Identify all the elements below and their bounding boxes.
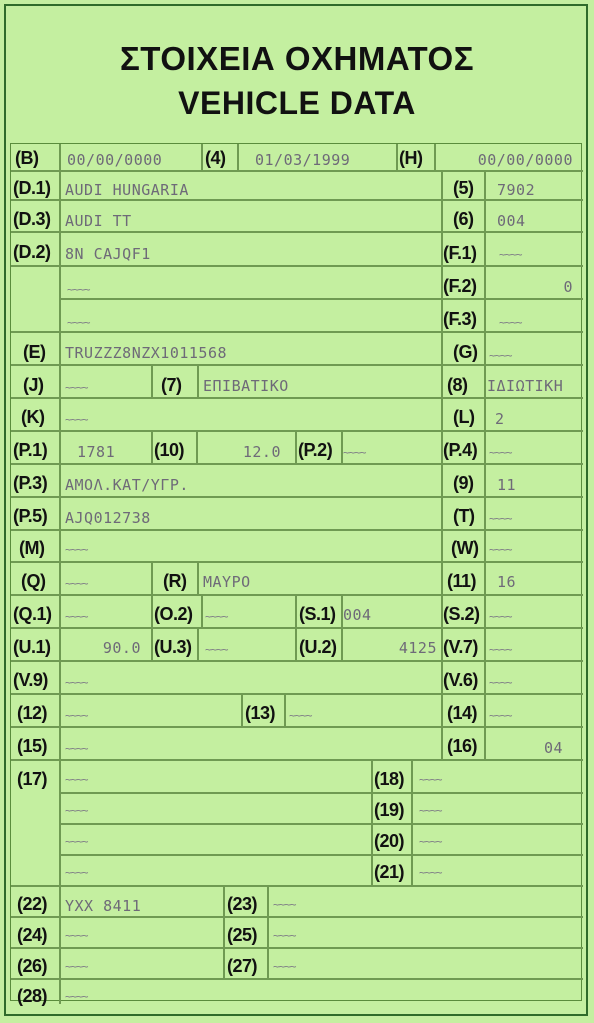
grid-rule <box>59 854 583 856</box>
grid-rule <box>59 298 583 300</box>
field-label-b: (B) <box>15 148 39 168</box>
field-label-f1: (F.1) <box>443 243 477 263</box>
field-label-f16: (16) <box>447 736 478 756</box>
field-value-p1: 1781 <box>77 443 116 461</box>
grid-rule <box>59 463 61 496</box>
grid-rule <box>197 561 199 594</box>
empty-value-mark: ~~~~ <box>499 248 522 261</box>
grid-rule <box>434 144 436 170</box>
empty-value-mark: ~~~~ <box>489 446 512 459</box>
field-value-p5: AJQ012738 <box>65 509 151 527</box>
grid-rule <box>484 199 486 231</box>
field-label-f8: (8) <box>447 375 468 395</box>
field-label-f14: (14) <box>447 703 478 723</box>
grid-rule <box>151 627 153 660</box>
field-label-p4: (P.4) <box>443 440 478 460</box>
grid-rule <box>11 885 583 887</box>
field-label-m: (M) <box>19 538 45 558</box>
grid-rule <box>59 496 61 529</box>
grid-rule <box>484 594 486 627</box>
field-label-f23: (23) <box>227 894 258 914</box>
grid-rule <box>59 364 61 397</box>
field-value-f22: YXX 8411 <box>65 897 142 915</box>
grid-rule <box>11 265 583 267</box>
field-label-v6: (V.6) <box>443 670 478 690</box>
field-label-f15: (15) <box>17 736 48 756</box>
empty-value-mark: ~~~~ <box>273 898 296 911</box>
grid-rule <box>11 561 583 563</box>
empty-value-mark: ~~~~ <box>343 446 366 459</box>
field-label-f27: (27) <box>227 956 258 976</box>
empty-value-mark: ~~~~ <box>65 381 88 394</box>
field-label-u1: (U.1) <box>13 637 51 657</box>
grid-rule <box>484 298 486 331</box>
grid-rule <box>59 792 583 794</box>
field-label-f25: (25) <box>227 925 258 945</box>
field-label-d1: (D.1) <box>13 178 51 198</box>
empty-value-mark: ~~~~ <box>65 960 88 973</box>
empty-value-mark: ~~~~ <box>65 742 88 755</box>
field-value-s1: 004 <box>343 606 372 624</box>
grid-rule <box>441 496 443 529</box>
field-label-p1: (P.1) <box>13 440 48 460</box>
empty-value-mark: ~~~~ <box>489 349 512 362</box>
field-label-r: (R) <box>163 571 187 591</box>
field-label-o2: (O.2) <box>154 604 193 624</box>
empty-value-mark: ~~~~ <box>65 866 88 879</box>
grid-rule <box>11 978 583 980</box>
grid-rule <box>59 331 583 333</box>
empty-value-mark: ~~~~ <box>65 543 88 556</box>
grid-rule <box>267 947 269 978</box>
grid-rule <box>441 170 443 199</box>
field-label-l: (L) <box>453 407 475 427</box>
field-label-u3: (U.3) <box>154 637 192 657</box>
empty-value-mark: ~~~~ <box>489 543 512 556</box>
grid-rule <box>11 170 583 172</box>
field-label-w: (W) <box>451 538 479 558</box>
grid-rule <box>223 947 225 978</box>
grid-rule <box>11 916 583 918</box>
field-label-u2: (U.2) <box>299 637 337 657</box>
grid-rule <box>484 561 486 594</box>
field-label-f22: (22) <box>17 894 48 914</box>
grid-rule <box>59 529 61 561</box>
field-label-f12: (12) <box>17 703 48 723</box>
empty-value-mark: ~~~~ <box>489 643 512 656</box>
grid-rule <box>484 397 486 430</box>
field-label-f6: (6) <box>453 209 474 229</box>
field-value-f2: 0 <box>563 278 573 296</box>
field-label-f4: (4) <box>205 148 226 168</box>
empty-value-mark: ~~~~ <box>419 773 442 786</box>
grid-rule <box>59 660 61 693</box>
field-label-v9: (V.9) <box>13 670 48 690</box>
grid-rule <box>197 627 199 660</box>
field-label-q1: (Q.1) <box>13 604 52 624</box>
empty-value-mark: ~~~~ <box>65 835 88 848</box>
field-value-f6: 004 <box>497 212 526 230</box>
field-label-f18: (18) <box>374 769 405 789</box>
title-greek: ΣΤΟΙΧΕΙΑ ΟΧΗΜΑΤΟΣ <box>119 40 475 77</box>
field-label-f20: (20) <box>374 831 405 851</box>
grid-rule <box>441 199 443 231</box>
field-label-f5: (5) <box>453 178 474 198</box>
field-label-f17: (17) <box>17 769 48 789</box>
grid-rule <box>11 463 583 465</box>
field-label-j: (J) <box>23 375 44 395</box>
data-grid <box>10 143 582 1006</box>
grid-rule <box>484 693 486 726</box>
grid-rule <box>441 693 443 726</box>
grid-rule <box>341 627 343 660</box>
empty-value-mark: ~~~~ <box>65 709 88 722</box>
field-label-t: (T) <box>453 506 475 526</box>
field-label-f3: (F.3) <box>443 309 477 329</box>
grid-rule <box>59 947 61 978</box>
grid-rule <box>11 660 583 662</box>
grid-rule <box>284 693 286 726</box>
empty-value-mark: ~~~~ <box>419 804 442 817</box>
grid-rule <box>441 397 443 430</box>
grid-rule <box>223 916 225 947</box>
grid-rule <box>59 430 61 463</box>
grid-rule <box>201 594 203 627</box>
grid-rule <box>11 231 583 233</box>
grid-rule <box>11 364 583 366</box>
grid-rule <box>441 529 443 561</box>
field-value-p3: ΑΜΟΛ.ΚΑΤ/ΥΓΡ. <box>65 476 189 494</box>
field-label-f21: (21) <box>374 862 405 882</box>
grid-rule <box>396 144 398 170</box>
field-value-l: 2 <box>495 410 505 428</box>
field-value-b: 00/00/0000 <box>67 151 163 169</box>
field-label-s1: (S.1) <box>299 604 336 624</box>
grid-rule <box>484 331 486 364</box>
grid-rule <box>441 463 443 496</box>
grid-rule <box>411 759 413 885</box>
field-value-f5: 7902 <box>497 181 536 199</box>
grid-rule <box>484 231 486 265</box>
grid-rule <box>241 693 243 726</box>
grid-rule <box>295 594 297 627</box>
grid-rule <box>441 726 443 759</box>
empty-value-mark: ~~~~ <box>273 960 296 973</box>
grid-rule <box>484 529 486 561</box>
grid-rule <box>59 885 61 916</box>
empty-value-mark: ~~~~ <box>65 610 88 623</box>
field-label-f9: (9) <box>453 473 474 493</box>
grid-rule <box>59 298 61 331</box>
grid-rule <box>59 916 61 947</box>
empty-value-mark: ~~~~ <box>205 643 228 656</box>
grid-rule <box>59 170 61 199</box>
field-label-f24: (24) <box>17 925 48 945</box>
field-label-f13: (13) <box>245 703 276 723</box>
field-label-g: (G) <box>453 342 478 362</box>
grid-rule <box>484 627 486 660</box>
empty-value-mark: ~~~~ <box>65 929 88 942</box>
field-value-r: ΜΑΥΡΟ <box>203 573 251 591</box>
grid-rule <box>11 529 583 531</box>
grid-rule <box>484 170 486 199</box>
grid-rule <box>59 693 61 726</box>
grid-rule <box>11 726 583 728</box>
title-english: VEHICLE DATA <box>178 85 416 121</box>
empty-value-mark: ~~~~ <box>273 929 296 942</box>
grid-rule <box>237 144 239 170</box>
grid-rule <box>484 364 486 397</box>
grid-rule <box>11 199 583 201</box>
grid-rule <box>197 364 199 397</box>
grid-rule <box>267 916 269 947</box>
grid-rule <box>484 660 486 693</box>
field-value-d3: AUDI TT <box>65 212 132 230</box>
grid-rule <box>441 364 443 397</box>
field-label-p2: (P.2) <box>298 440 333 460</box>
grid-rule <box>59 199 61 231</box>
empty-value-mark: ~~~~ <box>65 773 88 786</box>
grid-rule <box>59 759 61 885</box>
grid-rule <box>484 496 486 529</box>
empty-value-mark: ~~~~ <box>419 866 442 879</box>
empty-value-mark: ~~~~ <box>489 709 512 722</box>
field-label-f19: (19) <box>374 800 405 820</box>
grid-rule <box>484 726 486 759</box>
grid-rule <box>59 144 61 170</box>
grid-rule <box>11 496 583 498</box>
empty-value-mark: ~~~~ <box>489 610 512 623</box>
field-label-p3: (P.3) <box>13 473 48 493</box>
field-label-f26: (26) <box>17 956 48 976</box>
empty-value-mark: ~~~~ <box>419 835 442 848</box>
grid-rule <box>59 978 61 1004</box>
grid-rule <box>59 331 61 364</box>
field-label-f11: (11) <box>447 571 477 591</box>
field-value-u1: 90.0 <box>102 639 141 657</box>
field-value-f16: 04 <box>543 739 563 757</box>
field-value-e: TRUZZZ8NZX1011568 <box>65 344 228 362</box>
grid-rule <box>59 265 61 298</box>
empty-value-mark: ~~~~ <box>205 610 228 623</box>
grid-rule <box>151 430 153 463</box>
grid-rule <box>196 430 198 463</box>
grid-rule <box>151 561 153 594</box>
grid-rule <box>59 823 583 825</box>
grid-rule <box>11 947 583 949</box>
grid-rule <box>267 885 269 916</box>
field-value-f11: 16 <box>497 573 517 591</box>
field-label-e: (E) <box>23 342 46 362</box>
grid-rule <box>11 397 583 399</box>
field-label-q: (Q) <box>21 571 46 591</box>
grid-rule <box>59 594 61 627</box>
grid-rule <box>11 627 583 629</box>
grid-rule <box>201 144 203 170</box>
grid-rule <box>151 364 153 397</box>
field-label-k: (K) <box>21 407 45 427</box>
empty-value-mark: ~~~~ <box>67 283 90 296</box>
grid-rule <box>59 397 61 430</box>
grid-rule <box>441 331 443 364</box>
field-label-d2: (D.2) <box>13 242 51 262</box>
grid-rule <box>151 594 153 627</box>
grid-rule <box>295 430 297 463</box>
empty-value-mark: ~~~~ <box>65 577 88 590</box>
grid-rule <box>484 463 486 496</box>
grid-rule <box>295 627 297 660</box>
grid-rule <box>11 430 583 432</box>
empty-value-mark: ~~~~ <box>489 676 512 689</box>
empty-value-mark: ~~~~ <box>67 316 90 329</box>
grid-rule <box>371 759 373 885</box>
grid-rule <box>59 726 61 759</box>
empty-value-mark: ~~~~ <box>289 709 312 722</box>
field-value-f7: ΕΠΙΒΑΤΙΚΟ <box>203 377 289 395</box>
field-label-f28: (28) <box>17 986 48 1006</box>
field-label-d3: (D.3) <box>13 209 51 229</box>
grid-rule <box>11 693 583 695</box>
field-value-f8: ΙΔΙΩΤΙΚΗ <box>487 377 564 395</box>
field-value-u2: 4125 <box>398 639 437 657</box>
grid-rule <box>484 265 486 298</box>
field-value-d1: AUDI HUNGARIA <box>65 181 189 199</box>
field-value-f4: 01/03/1999 <box>255 151 351 169</box>
grid-rule <box>11 759 583 761</box>
empty-value-mark: ~~~~ <box>65 990 88 1003</box>
field-label-v7: (V.7) <box>443 637 478 657</box>
grid-rule <box>59 561 61 594</box>
grid-rule <box>59 627 61 660</box>
field-value-f9: 11 <box>497 476 517 494</box>
empty-value-mark: ~~~~ <box>65 804 88 817</box>
field-value-f10: 12.0 <box>242 443 281 461</box>
grid-rule <box>223 885 225 916</box>
grid-rule <box>484 430 486 463</box>
grid-rule <box>11 594 583 596</box>
empty-value-mark: ~~~~ <box>499 316 522 329</box>
empty-value-mark: ~~~~ <box>65 676 88 689</box>
field-label-f10: (10) <box>154 440 185 460</box>
field-value-d2: 8N CAJQF1 <box>65 245 151 263</box>
field-label-s2: (S.2) <box>443 604 480 624</box>
field-label-p5: (P.5) <box>13 506 48 526</box>
empty-value-mark: ~~~~ <box>65 413 88 426</box>
field-label-f7: (7) <box>161 375 182 395</box>
grid-rule <box>59 231 61 265</box>
grid-rule <box>441 561 443 594</box>
field-label-h: (H) <box>399 148 423 168</box>
field-value-h: 00/00/0000 <box>477 151 573 169</box>
empty-value-mark: ~~~~ <box>489 512 512 525</box>
field-label-f2: (F.2) <box>443 276 477 296</box>
